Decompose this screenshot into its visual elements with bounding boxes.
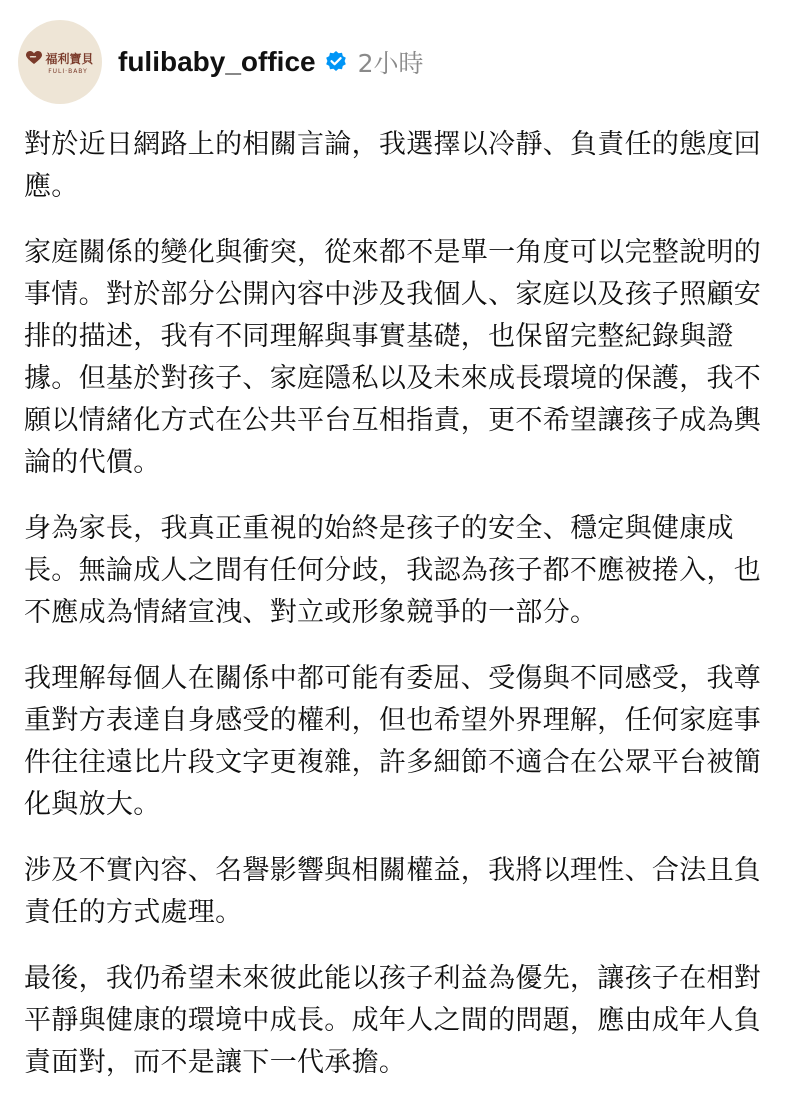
post-paragraph: 家庭關係的變化與衝突，從來都不是單一角度可以完整說明的事情。對於部分公開內容中涉及我個人、家庭以及孩子照顧安排的描述，我有不同理解與事實基礎，也保留完整紀錄與證據。但基於對孩子、家庭隱私以及未來成長環境的保護，我不願以情緒化方式在公共平台互相指責，更不希望讓孩子成為輿論的代價。	[24, 237, 762, 478]
post-paragraph: 身為家長，我真正重視的始終是孩子的安全、穩定與健康成長。無論成人之間有任何分歧，我認為孩子都不應被捲入，也不應成為情緒宣洩、對立或形象競爭的一部分。	[24, 513, 762, 628]
avatar[interactable]	[18, 20, 102, 104]
post-body	[24, 124, 786, 1108]
brand-logo	[26, 50, 93, 67]
post-paragraph: 涉及不實內容、名譽影響與相關權益，我將以理性、合法且負責任的方式處理。	[24, 855, 762, 928]
brand-name-en: FULI·BABY	[48, 67, 88, 75]
post-paragraph: 對於近日網路上的相關言論，我選擇以冷靜、負責任的態度回應。	[24, 129, 762, 202]
verified-badge-icon	[324, 50, 348, 74]
heart-hand-logo-icon	[26, 51, 42, 65]
post-header	[18, 18, 424, 106]
username-link[interactable]: fulibaby_office	[118, 46, 316, 77]
post-timestamp: 2小時	[357, 49, 424, 78]
post-paragraph: 我理解每個人在關係中都可能有委屈、受傷與不同感受，我尊重對方表達自身感受的權利，但也希望外界理解，任何家庭事件往往遠比片段文字更複雜，許多細節不適合在公眾平台被簡化與放大。	[24, 663, 762, 820]
author-info	[118, 44, 424, 80]
brand-name-cn: 福利寶貝	[45, 51, 94, 66]
post-paragraph: 最後，我仍希望未來彼此能以孩子利益為優先，讓孩子在相對平靜與健康的環境中成長。成年人之間的問題，應由成年人負責面對，而不是讓下一代承擔。	[24, 963, 762, 1078]
